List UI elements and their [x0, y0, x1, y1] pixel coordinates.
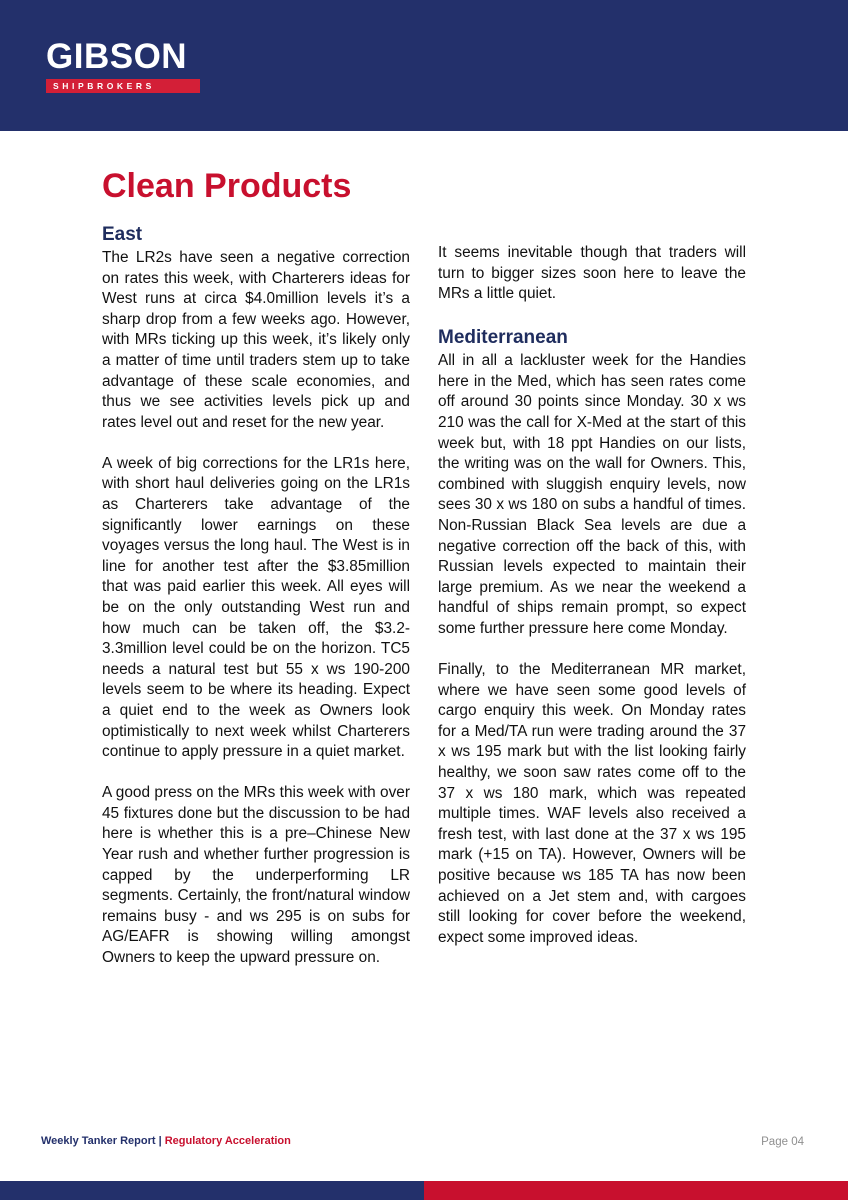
footer-separator: |	[158, 1135, 162, 1147]
footer-report-title: Weekly Tanker Report	[41, 1135, 156, 1147]
med-paragraph-mr: Finally, to the Mediterranean MR market, where we have seen some good levels of cargo enquiry this week. On Monday rates for a Med/TA run were trading around the 37 x ws 195 mark but with the list looking fairly healthy, we soon saw rates come off to the 37 x ws 180 mark, which was repeated multiple times. WAF levels also received a fresh test, with last done at the 37 x ws 195 mark (+15 on TA). However, Owners will be positive because ws 185 TA has now been achieved on a Jet stem and, with cargoes still looking for cover before the weekend, expect some improved ideas.	[438, 661, 746, 946]
logo-tagline: SHIPBROKERS	[46, 79, 200, 93]
company-logo	[46, 38, 200, 93]
right-column	[438, 243, 746, 969]
page-title: Clean Products	[102, 167, 352, 205]
mediterranean-heading: Mediterranean	[438, 327, 568, 349]
east-heading: East	[102, 224, 143, 245]
footer-bar-red	[424, 1181, 848, 1200]
footer-bar-navy	[0, 1181, 424, 1200]
header-banner	[0, 0, 848, 131]
east-paragraph-closing: It seems inevitable though that traders will turn to bigger sizes soon here to leave the MRs a little quiet.	[438, 244, 746, 303]
east-paragraph-mr: A good press on the MRs this week with over 45 fixtures done but the discussion to be had here is whether this is a pre–Chinese New Year rush and whether further progression is capped by the underperforming LR segments. Certainly, the front/natural window remains busy - and ws 295 is on subs for AG/EAFR is showing willing amongst Owners to keep the upward pressure on.	[102, 784, 410, 966]
left-column	[102, 222, 410, 989]
med-paragraph-handies: All in all a lackluster week for the Handies here in the Med, which has seen rates come off around 30 points since Monday. 30 x ws 210 was the call for X-Med at the start of this week but, with 18 ppt Handies on our lists, the writing was on the wall for Owners. This, combined with sluggish enquiry levels, now sees 30 x ws 180 on subs a handful of times. Non-Russian Black Sea levels are due a negative correction off the back of this, with Russian levels expected to maintain their large premium. As we near the weekend a handful of ships remain prompt, so expect some further pressure here come Monday.	[438, 352, 746, 637]
logo-name: GIBSON	[46, 37, 188, 76]
footer-report-subtitle: Regulatory Acceleration	[164, 1135, 291, 1147]
page-number: Page 04	[761, 1136, 804, 1148]
east-paragraph-lr2: The LR2s have seen a negative correction on rates this week, with Charterers ideas for West runs at circa $4.0million levels it’s a sharp drop from a few weeks ago. However, with MRs ticking up this week, it’s likely only a matter of time until traders stem up to take advantage of these scale economies, and thus we see activities levels pick up and rates level out and reset for the new year.	[102, 249, 410, 431]
footer-report-label	[41, 1134, 291, 1148]
east-paragraph-lr1: A week of big corrections for the LR1s here, with short haul deliveries going on the LR1s as Charterers take advantage of the significantly lower earnings on these voyages versus the long haul. The West is in line for another test after the $3.85million that was paid earlier this week. All eyes will be on the only outstanding West run and how much can be taken off, the $3.2-3.3million level could be on the horizon. TC5 needs a natural test but 55 x ws 190-200 levels seem to be where its heading. Expect a quiet end to the week as Owners look optimistically to next week whilst Charterers continue to apply pressure in a quiet market.	[102, 454, 410, 761]
